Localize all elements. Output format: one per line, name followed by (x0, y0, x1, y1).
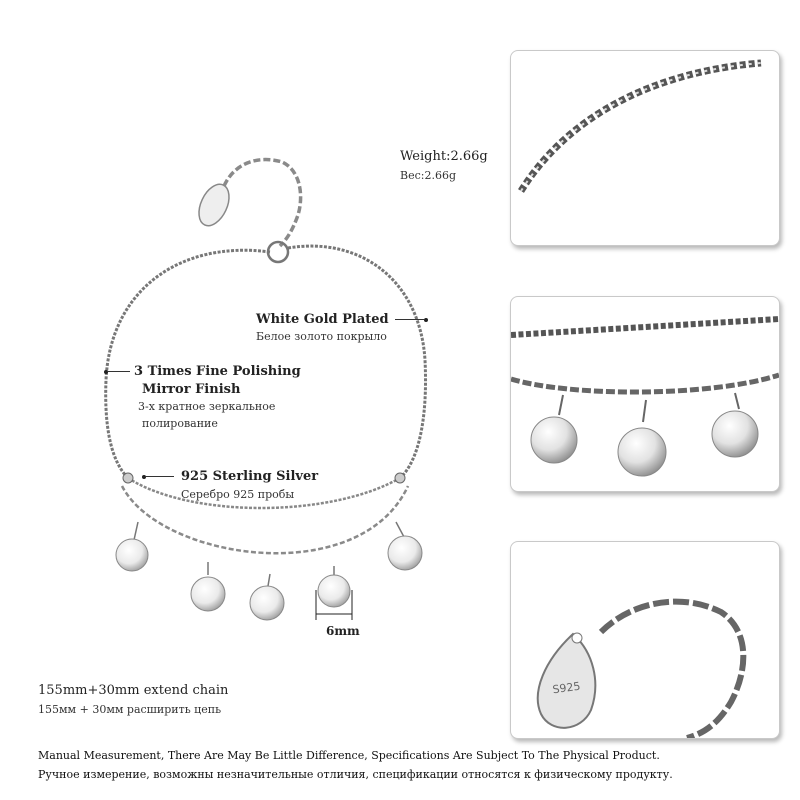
plating-label-ru: Белое золото покрыло (256, 330, 387, 343)
callout-dot-plating (424, 318, 428, 322)
disclaimer-ru: Ручное измерение, возможны незначительные отличия, спецификации относятся к физическому продукту. (38, 768, 673, 781)
charms-closeup-image (511, 297, 779, 491)
chain-closeup-image (511, 51, 779, 245)
weight-label-ru: Вес:2.66g (400, 169, 456, 182)
polishing-label-ru: 3-х кратное зеркальное (138, 400, 276, 413)
disclaimer-en: Manual Measurement, There Are May Be Little Difference, Specifications Are Subject To The Physical Product. (38, 749, 660, 762)
polishing-label: 3 Times Fine Polishing (134, 364, 301, 379)
callout-line-polishing (108, 371, 130, 372)
detail-panel-chain (510, 50, 780, 246)
callout-line-plating (395, 319, 424, 320)
tag-closeup-image (511, 542, 779, 738)
weight-label: Weight:2.66g (400, 149, 488, 164)
plating-label: White Gold Plated (256, 312, 389, 327)
length-label: 155mm+30mm extend chain (38, 683, 229, 698)
charm-size-label: 6mm (326, 624, 360, 638)
material-label: 925 Sterling Silver (181, 469, 319, 484)
detail-panel-tag (510, 541, 780, 739)
detail-panel-charms (510, 296, 780, 492)
material-label-ru: Серебро 925 пробы (181, 488, 295, 501)
mirror-finish-label: Mirror Finish (142, 382, 241, 397)
callout-line-material (146, 476, 174, 477)
polishing-label-ru-2: полирование (142, 417, 218, 430)
tag-stamp: S925 (551, 679, 582, 697)
length-label-ru: 155мм + 30мм расширить цепь (38, 703, 222, 716)
